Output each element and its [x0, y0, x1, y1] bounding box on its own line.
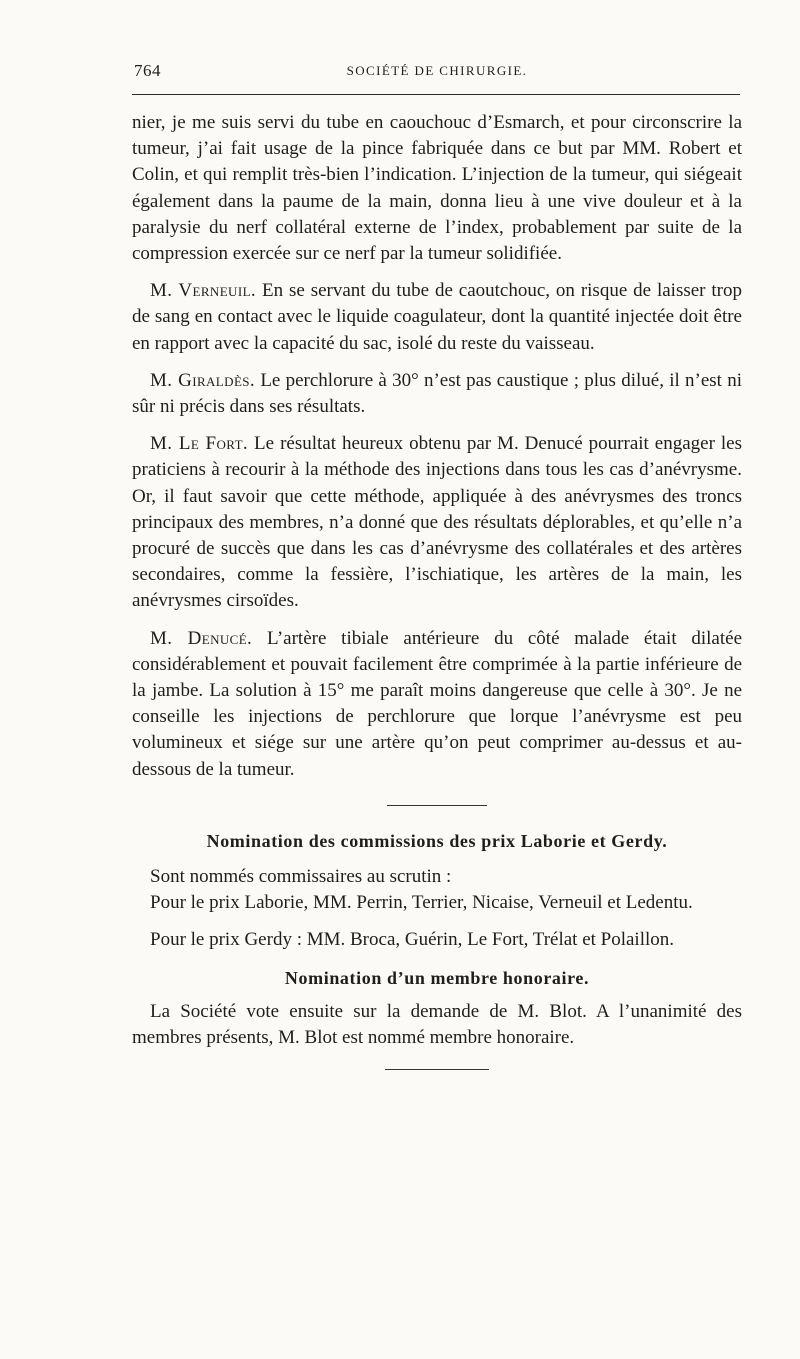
speech-text: Le résultat heureux obtenu par M. Denucé pourrait engager les praticiens à recourir à la méthode des injections dans tous les cas d’anévrysme. Or, il faut savoir que cette méthode, appliquée à des anévrysmes des troncs principaux des membres, n’a donné que des résultats déplorables, et qu’elle n’a procuré de succès que dans les cas d’anévrysme des collatérales et des artères secondaires, comme la fessière, l’ischiatique, les artères de la main, les anévrysmes cirsoïdes.: [132, 433, 742, 612]
speech-text: Le perchlorure à 30° n’est pas caustique ; plus dilué, il n’est ni sûr ni précis dans ses résultats.: [132, 369, 742, 418]
speaker-name: M. Giraldès.: [150, 369, 256, 391]
speaker-name: M. Verneuil.: [150, 280, 257, 302]
page-number: 764: [134, 61, 161, 80]
paragraph-giraldes: [132, 368, 742, 420]
honorary-member-text: La Société vote ensuite sur la demande de M. Blot. A l’unanimité des membres présents, M. Blot est nommé membre honoraire.: [132, 1000, 742, 1049]
section-heading-honorary-member: Nomination d’un membre honoraire.: [284, 967, 590, 988]
paragraph-verneuil: [132, 278, 742, 357]
speaker-name: M. Denucé.: [150, 627, 253, 649]
section-heading-commissions: Nomination des commissions des prix Laborie et Gerdy.: [206, 830, 668, 851]
end-rule: [385, 1069, 489, 1070]
speech-text: En se servant du tube de caoutchouc, on risque de laisser trop de sang en contact avec le liquide coagulateur, dont la quantité injectée doit être en rapport avec la capacité du sac, isolé du reste du vaisseau.: [132, 280, 743, 354]
paragraph-continuation: nier, je me suis servi du tube en caouchouc d’Esmarch, et pour circonscrire la tumeur, j’ai fait usage de la pince fabriquée dans ce but par MM. Robert et Colin, et qui remplit très-bien l’indication. L’injection de la tumeur, qui siégeait également dans la paume de la main, donna lieu à une vive douleur et à la paralysie du nerf collatéral externe de l’index, probablement par suite de la compression exercée sur ce nerf par la tumeur solidifiée.: [132, 112, 742, 265]
body-text: [132, 110, 742, 1070]
paragraph-denuce: [132, 626, 742, 783]
section-divider: [387, 805, 487, 806]
running-title: SOCIÉTÉ DE CHIRURGIE.: [346, 63, 528, 78]
paragraph-le-fort: [132, 431, 742, 614]
header-rule: [132, 94, 740, 95]
commission-gerdy: Pour le prix Gerdy : MM. Broca, Guérin, Le Fort, Trélat et Polaillon.: [150, 929, 675, 951]
speaker-name: M. Le Fort.: [150, 433, 249, 455]
commissions-intro: Sont nommés commissaires au scrutin :: [150, 866, 452, 888]
commission-laborie: Pour le prix Laborie, MM. Perrin, Terrier, Nicaise, Verneuil et Ledentu.: [150, 892, 693, 914]
page-header: [132, 58, 742, 88]
speech-text: L’artère tibiale antérieure du côté malade était dilatée considérablement et pouvait facilement être comprimée à la partie inférieure de la jambe. La solution à 15° me paraît moins dangereuse que celle à 30°. Je ne conseille les injections de perchlorure que lorque l’anévrysme est peu volumineux et siége sur une artère qu’on peut comprimer au-dessus et au-dessous de la tumeur.: [132, 627, 743, 780]
